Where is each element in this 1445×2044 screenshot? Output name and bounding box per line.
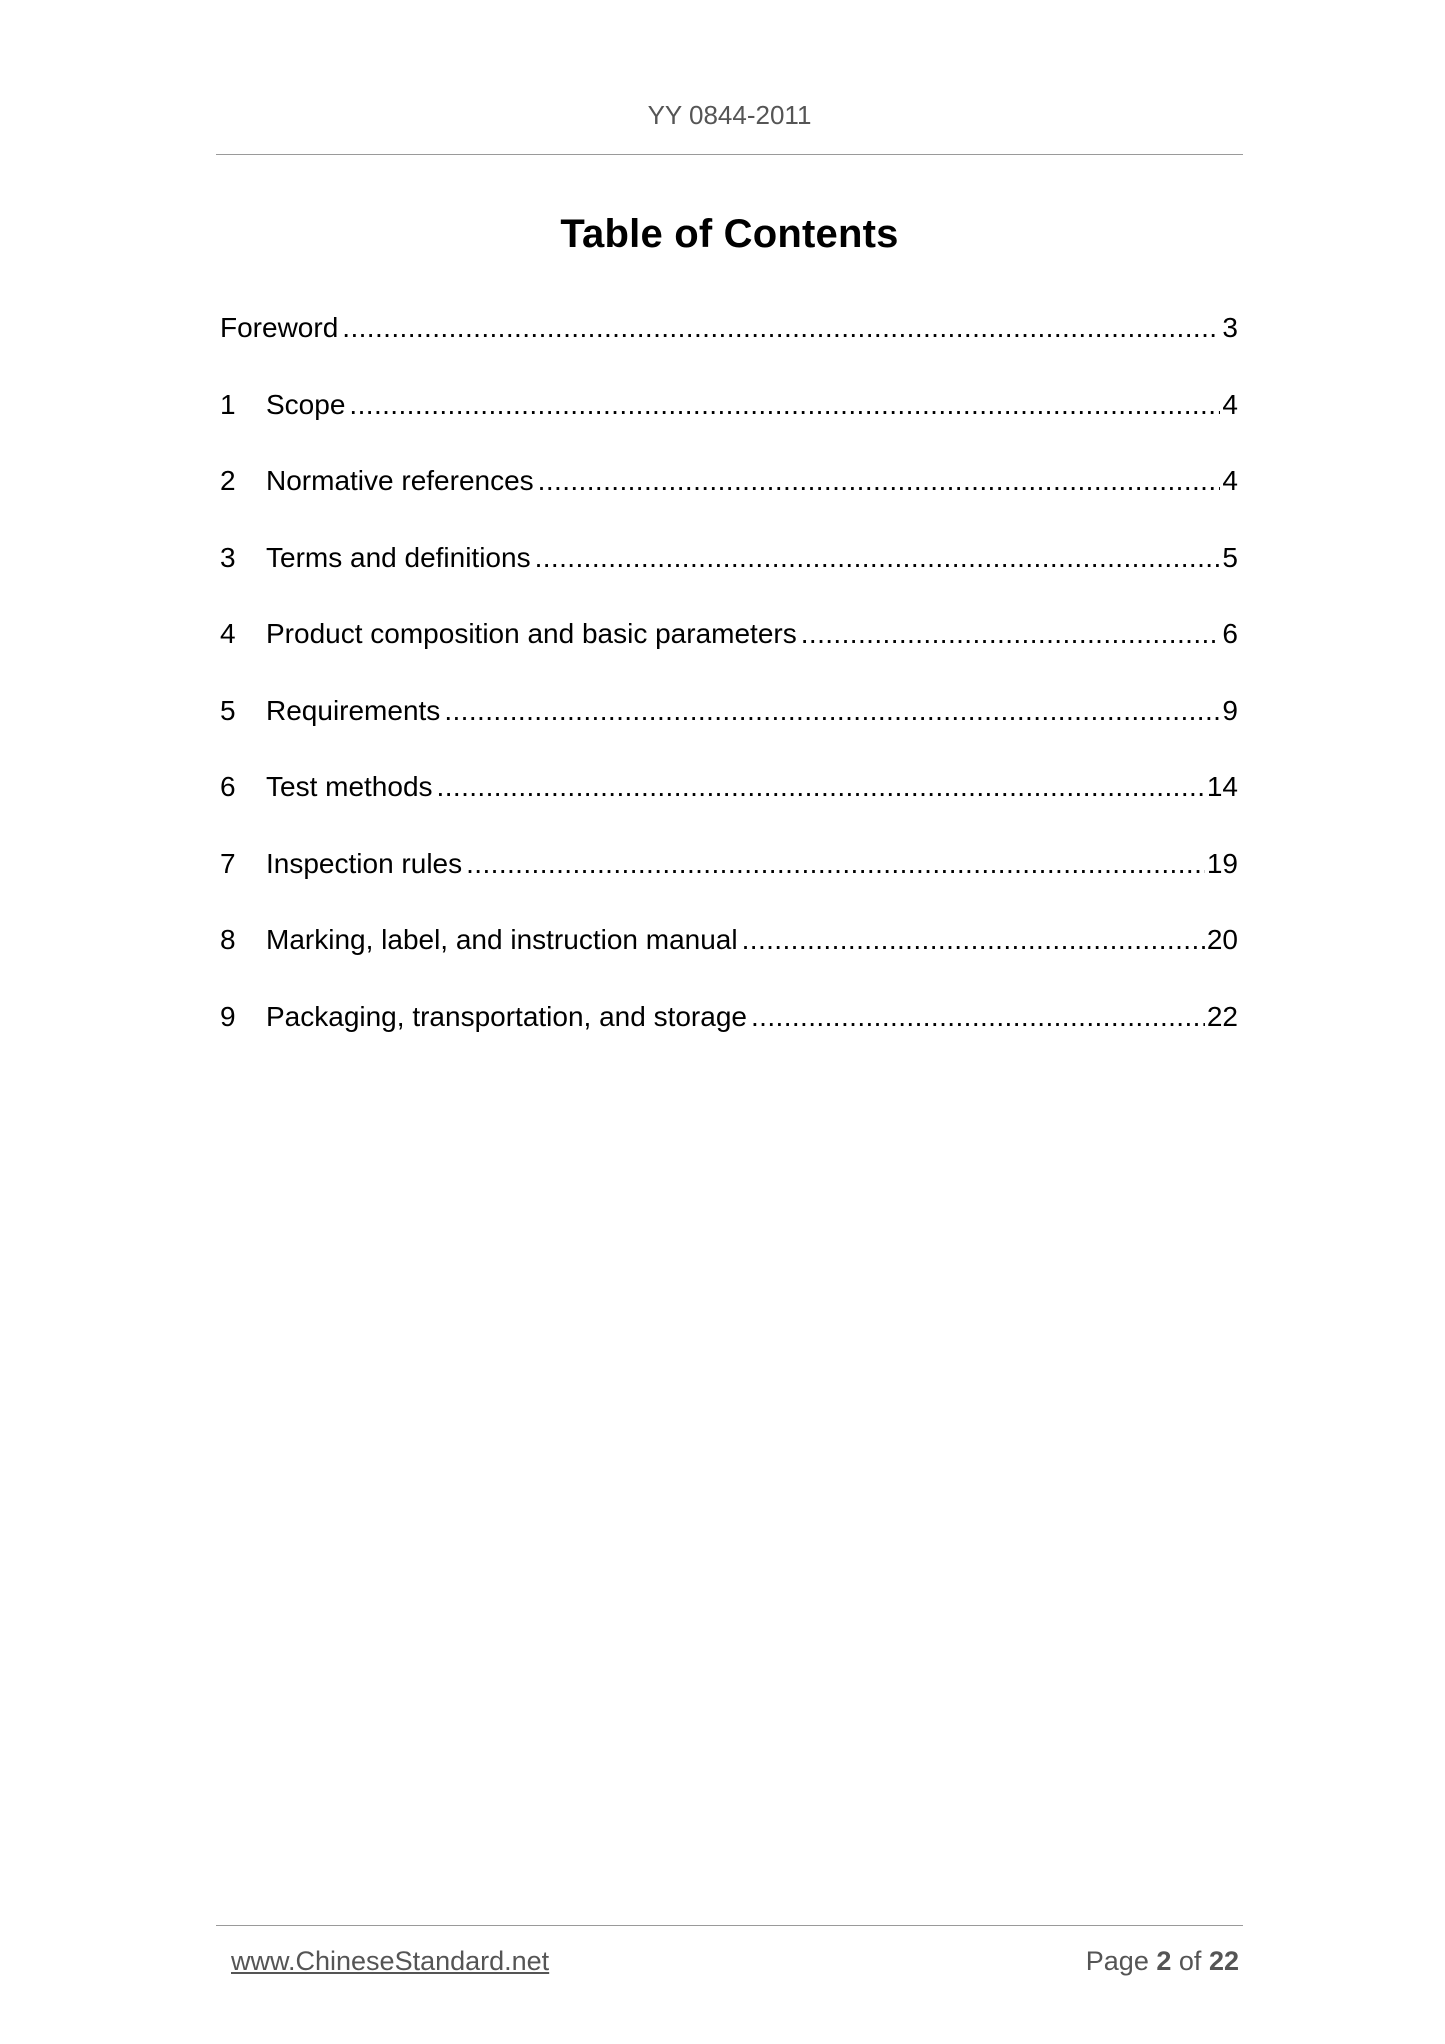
toc-entry-number: 1 bbox=[220, 388, 236, 420]
page-title: Table of Contents bbox=[560, 212, 899, 256]
toc-entry-text: Requirements bbox=[266, 694, 441, 726]
website-link[interactable]: www.ChineseStandard.net bbox=[231, 1946, 550, 1976]
toc-entry-terms-and-definitions[interactable] bbox=[220, 520, 1238, 597]
toc-entry-number: 6 bbox=[220, 771, 236, 803]
page-indicator bbox=[1086, 1946, 1239, 1977]
toc-entry-normative-references[interactable] bbox=[220, 443, 1238, 520]
toc-entry-text: Test methods bbox=[266, 771, 433, 803]
toc-entry-marking-label-manual[interactable] bbox=[220, 902, 1238, 979]
page-prefix: Page bbox=[1085, 1946, 1149, 1976]
toc-entry-page: 14 bbox=[1206, 771, 1238, 803]
toc-leader-dots bbox=[437, 771, 1205, 803]
toc-entry-text: Packaging, transportation, and storage bbox=[266, 1000, 747, 1032]
toc-entry-text: Marking, label, and instruction manual bbox=[266, 924, 738, 956]
table-of-contents bbox=[220, 290, 1238, 1055]
toc-leader-dots bbox=[751, 1001, 1205, 1033]
header-divider bbox=[216, 154, 1243, 155]
toc-leader-dots bbox=[742, 924, 1205, 956]
toc-entry-page: 6 bbox=[1222, 618, 1238, 650]
total-pages-number: 22 bbox=[1208, 1946, 1239, 1976]
toc-entry-text: Foreword bbox=[220, 312, 339, 344]
toc-entry-text: Normative references bbox=[266, 465, 534, 497]
toc-entry-packaging-transport-storage[interactable] bbox=[220, 979, 1238, 1056]
toc-entry-product-composition[interactable] bbox=[220, 596, 1238, 673]
toc-entry-page: 20 bbox=[1206, 924, 1238, 956]
toc-entry-text: Terms and definitions bbox=[266, 541, 531, 573]
toc-entry-scope[interactable] bbox=[220, 367, 1238, 444]
footer-divider bbox=[216, 1925, 1243, 1926]
toc-entry-page: 22 bbox=[1206, 1000, 1238, 1032]
toc-leader-dots bbox=[342, 312, 1220, 344]
toc-leader-dots bbox=[349, 389, 1220, 421]
toc-entry-inspection-rules[interactable] bbox=[220, 826, 1238, 903]
toc-entry-text: Inspection rules bbox=[266, 847, 463, 879]
toc-entry-page: 4 bbox=[1222, 388, 1238, 420]
toc-entry-text: Product composition and basic parameters bbox=[266, 618, 797, 650]
toc-entry-test-methods[interactable] bbox=[220, 749, 1238, 826]
toc-entry-number: 5 bbox=[220, 694, 236, 726]
page-of-label: of bbox=[1178, 1946, 1202, 1976]
toc-entry-page: 19 bbox=[1206, 847, 1238, 879]
toc-entry-page: 4 bbox=[1222, 465, 1238, 497]
toc-leader-dots bbox=[444, 695, 1220, 727]
toc-entry-foreword[interactable] bbox=[220, 290, 1238, 367]
document-header: YY 0844-2011 bbox=[647, 100, 812, 130]
toc-entry-number: 9 bbox=[220, 1000, 236, 1032]
toc-entry-number: 4 bbox=[220, 618, 236, 650]
toc-entry-number: 7 bbox=[220, 847, 236, 879]
toc-entry-page: 5 bbox=[1222, 541, 1238, 573]
toc-entry-requirements[interactable] bbox=[220, 673, 1238, 750]
toc-entry-text: Scope bbox=[266, 388, 346, 420]
toc-entry-number: 3 bbox=[220, 541, 236, 573]
toc-entry-page: 9 bbox=[1222, 694, 1238, 726]
current-page-number: 2 bbox=[1156, 1946, 1172, 1976]
toc-leader-dots bbox=[801, 618, 1221, 650]
toc-entry-page: 3 bbox=[1222, 312, 1238, 344]
toc-leader-dots bbox=[535, 542, 1221, 574]
toc-entry-number: 2 bbox=[220, 465, 236, 497]
toc-entry-number: 8 bbox=[220, 924, 236, 956]
toc-leader-dots bbox=[538, 465, 1221, 497]
toc-leader-dots bbox=[466, 848, 1205, 880]
